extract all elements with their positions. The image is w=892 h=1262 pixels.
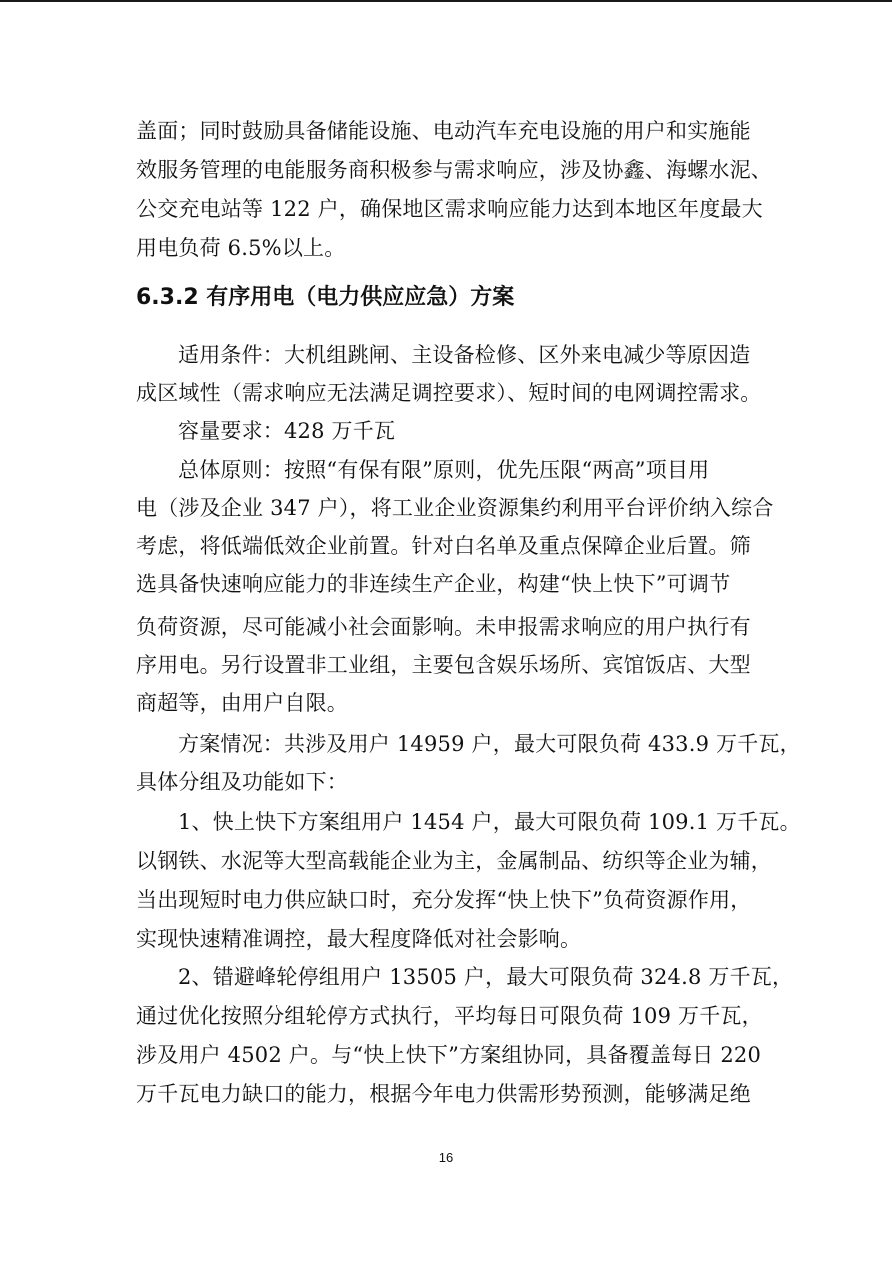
paragraph-line: 成区域性（需求响应无法满足调控要求）、短时间的电网调控需求。 (136, 381, 762, 405)
paragraph-line: 适用条件：大机组跳闸、主设备检修、区外来电减少等原因造 (178, 343, 751, 367)
paragraph-line: 总体原则：按照“有保有限”原则，优先压限“两高”项目用 (178, 458, 710, 482)
paragraph-line: 方案情况：共涉及用户 14959 户，最大可限负荷 433.9 万千瓦， (178, 732, 801, 756)
paragraph-line: 以钢铁、水泥等大型高载能企业为主，金属制品、纺织等企业为辅， (136, 849, 772, 873)
paragraph-line: 选具备快速响应能力的非连续生产企业，构建“快上快下”可调节 (136, 572, 731, 596)
paragraph-line: 当出现短时电力供应缺口时，充分发挥“快上快下”负荷资源作用， (136, 888, 752, 912)
paragraph-line: 通过优化按照分组轮停方式执行，平均每日可限负荷 109 万千瓦， (136, 1004, 763, 1028)
paragraph-line: 容量要求：428 万千瓦 (178, 419, 396, 443)
page-top-border (0, 0, 892, 2)
paragraph-line: 公交充电站等 122 户，确保地区需求响应能力达到本地区年度最大 (136, 197, 763, 221)
paragraph-line: 1、快上快下方案组用户 1454 户，最大可限负荷 109.1 万千瓦。 (178, 810, 801, 834)
paragraph-line: 序用电。另行设置非工业组，主要包含娱乐场所、宾馆饭店、大型 (136, 653, 751, 677)
paragraph-line: 涉及用户 4502 户。与“快上快下”方案组协同，具备覆盖每日 220 (136, 1043, 762, 1067)
paragraph-line: 负荷资源，尽可能减小社会面影响。未申报需求响应的用户执行有 (136, 615, 751, 639)
paragraph-line: 2、错避峰轮停组用户 13505 户，最大可限负荷 324.8 万千瓦， (178, 965, 794, 989)
section-heading: 6.3.2 有序用电（电力供应应急）方案 (136, 285, 515, 310)
paragraph-line: 电（涉及企业 347 户），将工业企业资源集约利用平台评价纳入综合 (136, 496, 774, 520)
paragraph-line: 盖面；同时鼓励具备储能设施、电动汽车充电设施的用户和实施能 (136, 119, 751, 143)
paragraph-line: 实现快速精准调控，最大程度降低对社会影响。 (136, 927, 582, 951)
paragraph-line: 商超等，由用户自限。 (136, 691, 348, 715)
paragraph-line: 考虑，将低端低效企业前置。针对白名单及重点保障企业后置。筛 (136, 534, 751, 558)
page-number: 16 (438, 1150, 454, 1165)
paragraph-line: 具体分组及功能如下： (136, 770, 348, 794)
paragraph-line: 万千瓦电力缺口的能力，根据今年电力供需形势预测，能够满足绝 (136, 1082, 751, 1106)
paragraph-line: 用电负荷 6.5%以上。 (136, 236, 346, 260)
paragraph-line: 效服务管理的电能服务商积极参与需求响应，涉及协鑫、海螺水泥、 (136, 158, 772, 182)
